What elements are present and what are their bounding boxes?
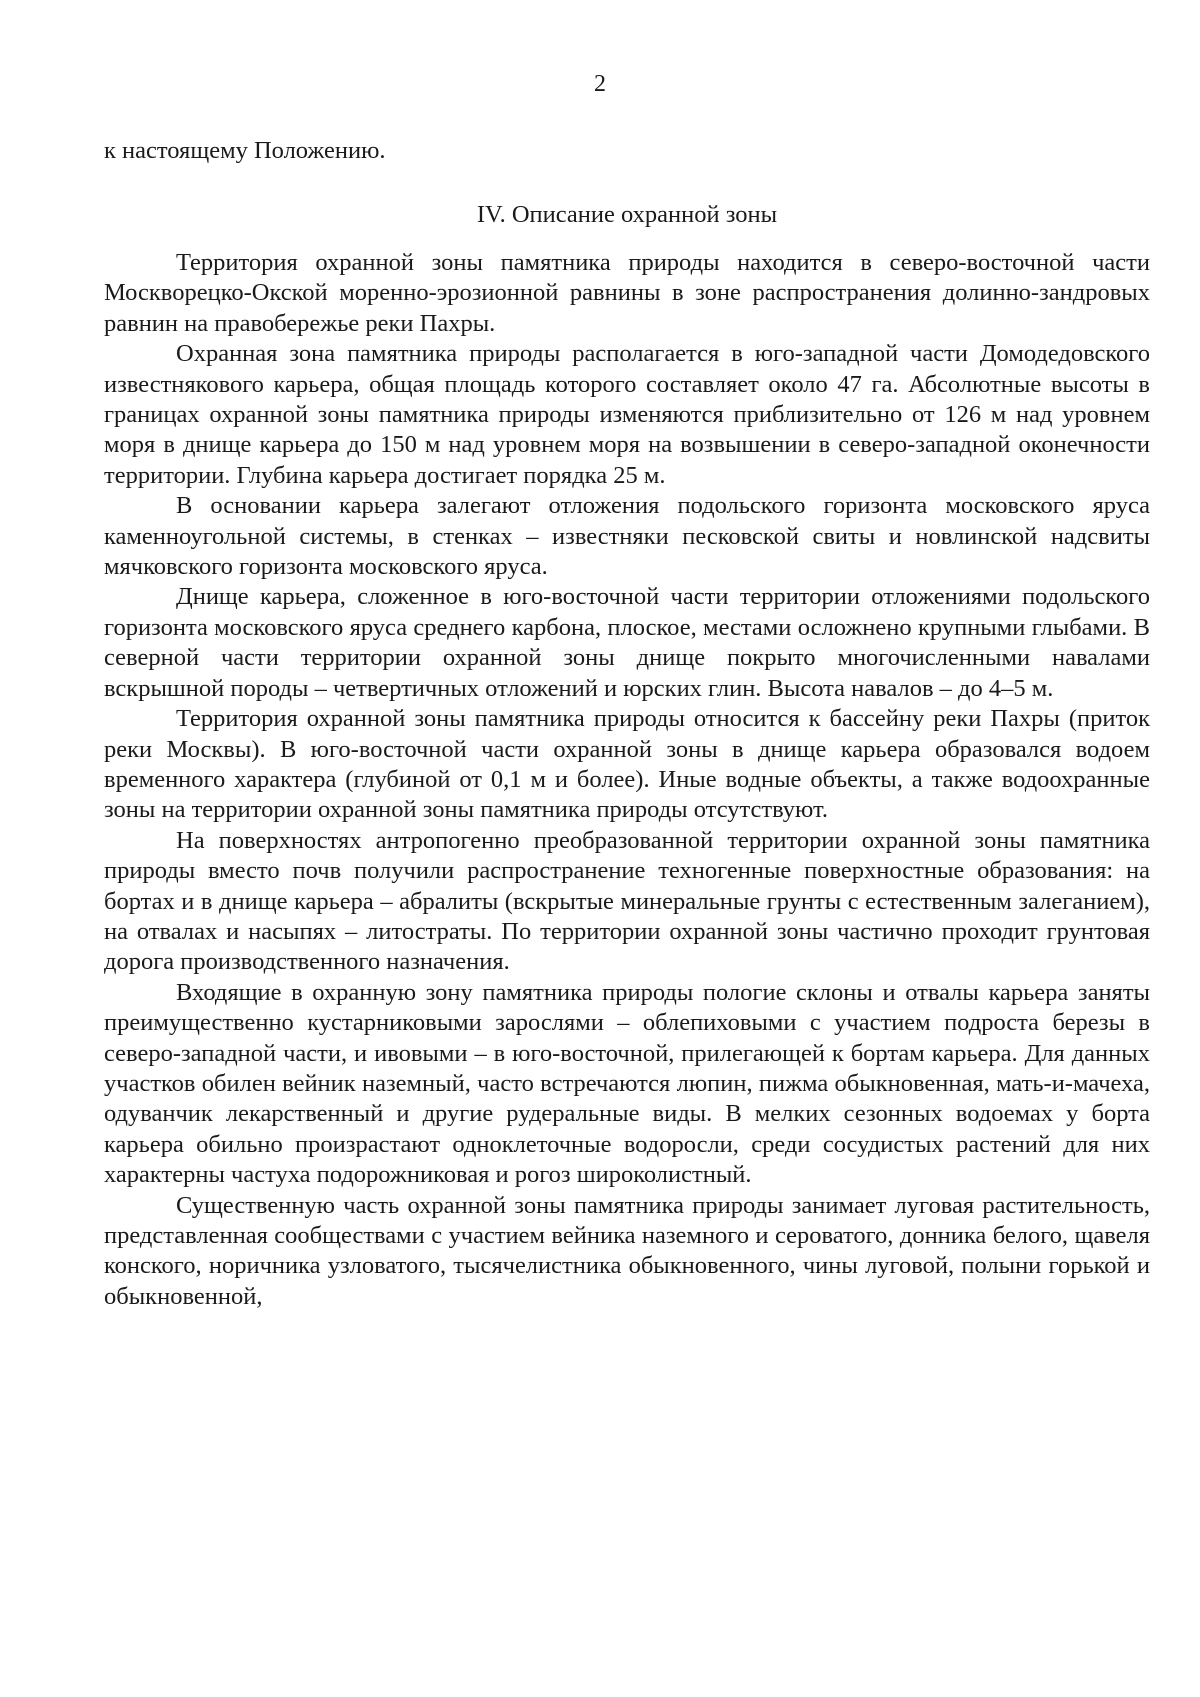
paragraph: Территория охранной зоны памятника природы относится к бассейну реки Пахры (приток реки Москвы). В юго-восточной части охранной зоны в днище карьера образовался водоем временного характера (глубиной от 0,1 м и более). Иные водные объекты, а также водоохранные зоны на территории охранной зоны памятника природы отсутствуют.	[104, 705, 1150, 824]
paragraph: На поверхностях антропогенно преобразованной территории охранной зоны памятника природы вместо почв получили распространение техногенные поверхностные образования: на бортах и в днище карьера – абралиты (вскрытые минеральные грунты с естественным залеганием), на отвалах и насыпях – литостраты. По территории охранной зоны частично проходит грунтовая дорога производственного назначения.	[104, 826, 1150, 976]
page-number: 2	[594, 71, 606, 97]
continuation-text: к настоящему Положению.	[104, 137, 386, 164]
paragraph: Существенную часть охранной зоны памятника природы занимает луговая растительность, представленная сообществами с участием вейника наземного и сероватого, донника белого, щавеля конского, норичника узловатого, тысячелистника обыкновенного, чины луговой, полыни горькой и обыкновенной,	[104, 1191, 1150, 1310]
paragraph: Охранная зона памятника природы располагается в юго-западной части Домодедовского известнякового карьера, общая площадь которого составляет около 47 га. Абсолютные высоты в границах охранной зоны памятника природы изменяются приблизительно от 126 м над уровнем моря в днище карьера до 150 м над уровнем моря на возвышении в северо-западной оконечности территории. Глубина карьера достигает порядка 25 м.	[104, 340, 1150, 489]
paragraph: Территория охранной зоны памятника природы находится в северо-восточной части Москворецко-Окской моренно-эрозионной равнины в зоне распространения долинно-зандровых равнин на правобережье реки Пахры.	[104, 249, 1150, 337]
paragraph: В основании карьера залегают отложения подольского горизонта московского яруса каменноугольной системы, в стенках – известняки песковской свиты и новлинской надсвиты мячковского горизонта московского яруса.	[104, 492, 1150, 581]
paragraph: Днище карьера, сложенное в юго-восточной части территории отложениями подольского горизонта московского яруса среднего карбона, плоское, местами осложнено крупными глыбами. В северной части территории охранной зоны днище покрыто многочисленными навалами вскрышной породы – четвертичных отложений и юрских глин. Высота навалов – до 4–5 м.	[104, 583, 1150, 702]
section-title: IV. Описание охранной зоны	[476, 201, 778, 228]
document-body	[104, 136, 1150, 1312]
paragraph: Входящие в охранную зону памятника природы пологие склоны и отвалы карьера заняты преимущественно кустарниковыми зарослями – облепиховыми с участием подроста березы в северо-западной части, и ивовыми – в юго-восточной, прилегающей к бортам карьера. Для данных участков обилен вейник наземный, часто встречаются люпин, пижма обыкновенная, мать-и-мачеха, одуванчик лекарственный и другие рудеральные виды. В мелких сезонных водоемах у борта карьера обильно произрастают одноклеточные водоросли, среди сосудистых растений для них характерны частуха подорожниковая и рогоз широколистный.	[104, 978, 1150, 1189]
